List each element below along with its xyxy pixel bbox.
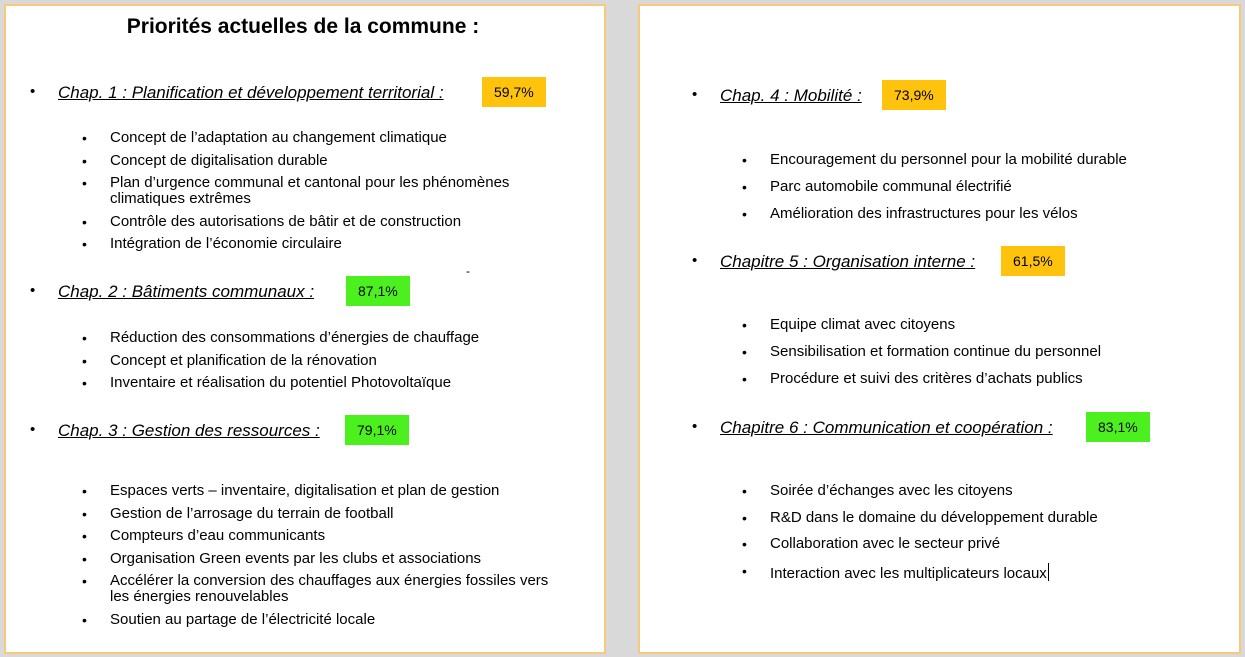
chapter-1 xyxy=(30,77,534,252)
list-item: • Encouragement du personnel pour la mobilité durable xyxy=(742,152,1127,168)
chapter-title: Chap. 4 : Mobilité : xyxy=(720,86,862,105)
percent-badge: 83,1% xyxy=(1086,412,1150,442)
list-item: • Organisation Green events par les clubs et associations xyxy=(82,551,570,567)
stray-dash: - xyxy=(466,264,470,278)
list-item: • Compteurs d’eau communicants xyxy=(82,528,570,544)
left-slide-panel xyxy=(4,4,606,654)
chapter-bullet-icon: • xyxy=(692,418,698,435)
chapter-title: Chap. 3 : Gestion des ressources : xyxy=(58,421,320,440)
percent-badge: 61,5% xyxy=(1001,246,1065,276)
list-item: • Soirée d’échanges avec les citoyens xyxy=(742,483,1098,499)
chapter-6 xyxy=(692,412,1138,582)
right-slide-panel xyxy=(638,4,1241,654)
chapter-bullet-icon: • xyxy=(30,282,36,299)
chapter-items xyxy=(742,483,1098,582)
list-item: • Procédure et suivi des critères d’achats publics xyxy=(742,371,1101,387)
list-item: • Espaces verts – inventaire, digitalisation et plan de gestion xyxy=(82,483,570,499)
chapter-items xyxy=(742,152,1127,222)
percent-badge: 73,9% xyxy=(882,80,946,110)
list-item: • Réduction des consommations d’énergies de chauffage xyxy=(82,330,479,346)
chapter-title: Chapitre 6 : Communication et coopération : xyxy=(720,418,1053,437)
list-item: • Equipe climat avec citoyens xyxy=(742,317,1101,333)
percent-badge: 87,1% xyxy=(346,276,410,306)
list-item: • Accélérer la conversion des chauffages aux énergies fossiles vers les énergies renouvelables xyxy=(82,573,570,605)
chapter-bullet-icon: • xyxy=(692,252,698,269)
list-item: • Amélioration des infrastructures pour les vélos xyxy=(742,206,1127,222)
chapter-3 xyxy=(30,415,549,628)
chapter-title: Chapitre 5 : Organisation interne : xyxy=(720,252,976,271)
chapter-4 xyxy=(692,80,1127,222)
chapter-5 xyxy=(692,246,1102,387)
percent-badge: 79,1% xyxy=(345,415,409,445)
list-item: • Concept de l’adaptation au changement climatique xyxy=(82,130,570,146)
chapter-2 xyxy=(30,276,480,391)
list-item: • Concept et planification de la rénovation xyxy=(82,353,479,369)
chapter-bullet-icon: • xyxy=(692,86,698,103)
list-item: • R&D dans le domaine du développement durable xyxy=(742,510,1098,526)
chapter-bullet-icon: • xyxy=(30,83,36,100)
list-item: • Gestion de l’arrosage du terrain de football xyxy=(82,506,570,522)
page-title: Priorités actuelles de la commune : xyxy=(126,15,480,38)
chapter-bullet-icon: • xyxy=(30,421,36,438)
chapter-title: Chap. 1 : Planification et développement territorial : xyxy=(58,83,444,102)
list-item: • Parc automobile communal électrifié xyxy=(742,179,1127,195)
chapter-items xyxy=(82,130,570,252)
chapter-items xyxy=(82,483,570,628)
text-cursor xyxy=(1048,563,1049,581)
chapter-items xyxy=(742,317,1101,387)
list-item: • Intégration de l’économie circulaire xyxy=(82,236,570,252)
percent-badge: 59,7% xyxy=(482,77,546,107)
chapter-title: Chap. 2 : Bâtiments communaux : xyxy=(58,282,315,301)
list-item: • Plan d’urgence communal et cantonal pour les phénomènes climatiques extrêmes xyxy=(82,175,570,207)
list-item: • Collaboration avec le secteur privé xyxy=(742,536,1098,552)
list-item: • Inventaire et réalisation du potentiel Photovoltaïque xyxy=(82,375,479,391)
chapter-items xyxy=(82,330,479,391)
list-item: • Soutien au partage de l’électricité locale xyxy=(82,612,570,628)
list-item-text: Interaction avec les multiplicateurs locaux xyxy=(770,564,1047,582)
list-item: • Concept de digitalisation durable xyxy=(82,153,570,169)
list-item: • Sensibilisation et formation continue du personnel xyxy=(742,344,1101,360)
list-item[interactable] xyxy=(742,563,1098,582)
list-item: • Contrôle des autorisations de bâtir et de construction xyxy=(82,214,570,230)
